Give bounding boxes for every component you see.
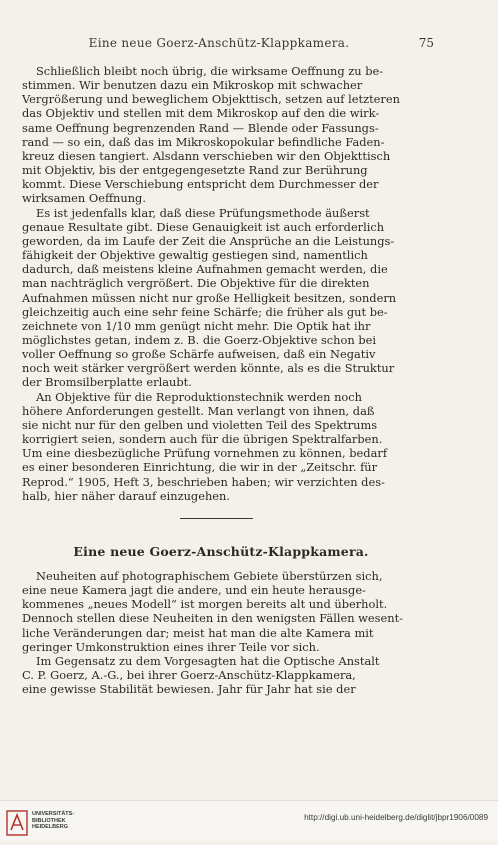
- university-library-logo-icon: [6, 810, 28, 836]
- paragraph: Im Gegensatz zu dem Vorgesagten hat die Optische Anstalt C. P. Goerz, A.-G., bei ihrer Goerz-Anschütz-Klappkamera, eine gewisse Stabilität bewiesen. Jahr für Jahr hat sie der: [22, 653, 380, 697]
- library-name: UNIVERSITÄTS- BIBLIOTHEK HEIDELBERG: [32, 811, 75, 830]
- article-heading: Eine neue Goerz-Anschütz-Klappkamera.: [73, 544, 369, 559]
- article-body-previous: [22, 64, 420, 503]
- running-title: Eine neue Goerz-Anschütz-Klappkamera.: [88, 36, 350, 50]
- paragraph: Schließlich bleibt noch übrig, die wirksame Oeffnung zu be- stimmen. Wir benutzen dazu ein Mikroskop mit schwacher Vergrößerung und beweglichem Objekttisch, setzen auf letzteren das Objektiv und stellen mit dem Mikroskop auf den die wirk- same Oeffnung begrenzenden Rand — Blende oder Fassungs- rand — so ein, daß das im Mikroskopokular befindliche Faden- kreuz diesen tangiert. Alsdann verschieben wir den Objekttisch mit Objektiv, bis der entgegengesetzte Rand zur Berührung kommt. Diese Verschiebung entspricht dem Durchmesser der wirksamen Oeffnung.: [22, 64, 400, 206]
- paragraph: Es ist jedenfalls klar, daß diese Prüfungsmethode äußerst genaue Resultate gibt. Diese Genauigkeit ist auch erforderlich geworden, da im Laufe der Zeit die Ansprüche an die Leistungs- fähigkeit der Objektive gewaltig gestiegen sind, namentlich dadurch, daß meistens kleine Aufnahmen gemacht werden, die man nachträglich vergrößert. Die Objektive für die direkten Aufnahmen müssen nicht nur große Helligkeit besitzen, sondern gleichzeitig auch eine sehr feine Schärfe; die früher als gut be- zeichnete von 1/10 mm genügt nicht mehr. Die Optik hat ihr möglichstes getan, indem z. B. die Goerz-Objektive schon bei voller Oeffnung so große Schärfe aufweisen, daß ein Negativ noch weit stärker vergrößert werden könnte, als es die Struktur der Bromsilberplatte erlaubt.: [22, 205, 397, 390]
- section-divider: [180, 518, 253, 519]
- page-number: 75: [418, 36, 434, 50]
- article-body: [22, 569, 420, 696]
- digitization-footer: [0, 800, 498, 841]
- paragraph: An Objektive für die Reproduktionstechnik werden noch höhere Anforderungen gestellt. Man verlangt von ihnen, daß sie nicht nur für den gelben und violetten Teil des Spektrums korrigiert seien, sondern auch für die übrigen Spektralfarben. Um eine diesbezügliche Prüfung vornehmen zu können, bedarf es einer besonderen Einrichtung, die wir in der „Zeitschr. für Reprod.“ 1905, Heft 3, beschrieben haben; wir verzichten des- halb, hier näher darauf einzugehen.: [22, 389, 388, 503]
- running-header: [20, 36, 434, 50]
- paragraph: Neuheiten auf photographischem Gebiete überstürzen sich, eine neue Kamera jagt die andere, und ein heute herausge- kommenes „neues Modell“ ist morgen bereits alt und überholt. Dennoch stellen diese Neuheiten in den wenigsten Fällen wesent- liche Veränderungen dar; meist hat man die alte Kamera mit geringer Umkonstruktion eines ihrer Teile vor sich.: [22, 569, 404, 654]
- source-url[interactable]: http://digi.ub.uni-heidelberg.de/diglit/jbpr1906/0089: [304, 813, 488, 822]
